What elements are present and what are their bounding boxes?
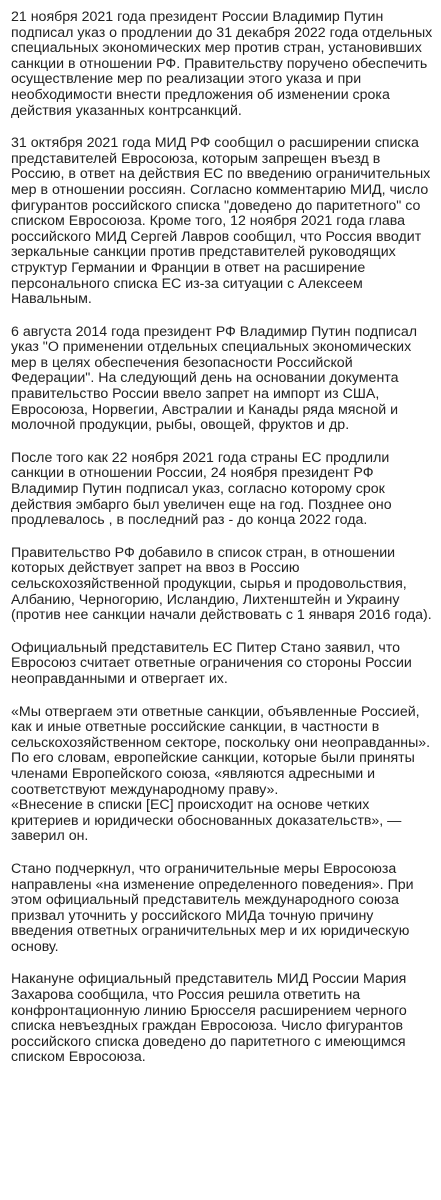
paragraph-quote: «Мы отвергаем эти ответные санкции, объявленные Россией, как и иные ответные российские санкции, в частности в сельскохозяйственном секторе, поскольку они неоправданны». По его словам, европейские санкции, которые были приняты членами Европейского союза, «являются адресными и соответствуют международному праву». «Внесение в списки [ЕС] происходит на основе четких критериев и юридически обоснованных доказательств», — заверил он. xyxy=(11,703,431,845)
paragraph-country-list: Правительство РФ добавило в список стран, в отношении которых действует запрет на ввоз в Россию сельскохозяйственной продукции, сырья и продовольствия, Албанию, Черногорию, Исландию, Лихтенштейн и Украину (против нее санкции начали действовать с 1 января 2016 года). xyxy=(11,544,432,624)
paragraph-entry-ban-list: 31 октября 2021 года МИД РФ сообщил о расширении списка представителей Евросоюза, которым запрещен въезд в Россию, в ответ на действия ЕС по введению ограничительных мер в отношении россиян. Согласно комментарию МИД, число фигурантов российского списка "доведено до паритетного" со списком Евросоюза. Кроме того, 12 ноября 2021 года глава российского МИД Сергей Лавров сообщил, что Россия вводит зеркальные санкции против представителей руководящих структур Германии и Франции в ответ на расширение персонального списка ЕС из-за ситуации с Алексеем Навальным. xyxy=(11,135,431,308)
paragraph-counter-sanctions-extension: 21 ноября 2021 года президент России Владимир Путин подписал указ о продлении до 31 декабря 2022 года отдельных специальных экономических мер против стран, установивших санкции в отношении РФ. Правительству поручено обеспечить осуществление мер по реализации этого указа и при необходимости внести предложения об изменении срока действия указанных контрсанкций. xyxy=(11,9,433,119)
paragraph-stano-statement: Официальный представитель ЕС Питер Стано заявил, что Евросоюз считает ответные ограничения со стороны России неоправданными и отвергает их. xyxy=(11,639,412,687)
paragraph-stano-emphasis: Стано подчеркнул, что ограничительные меры Евросоюза направлены «на изменение определенного поведения». При этом официальный представитель международного союза призвал уточнить у российского МИДа точную причину введения ответных ограничительных мер и их юридическую основу. xyxy=(11,860,414,955)
paragraph-embargo-prolonged: После того как 22 ноября 2021 года страны ЕС продлили санкции в отношении России, 24 ноября президент РФ Владимир Путин подписал указ, согласно которому срок действия эмбарго был увеличен еще на год. Позднее оно продлевалось , в последний раз - до конца 2022 года. xyxy=(11,449,392,529)
paragraph-zakharova: Накануне официальный представитель МИД России Мария Захарова сообщила, что Россия решила ответить на конфронтационную линию Брюсселя расширением черного списка невъездных граждан Евросоюза. Число фигурантов российского списка доведено до паритетного с имеющимся списком Евросоюза. xyxy=(11,971,407,1066)
paragraph-2014-decree: 6 августа 2014 года президент РФ Владимир Путин подписал указ "О применении отдельных специальных экономических мер в целях обеспечения безопасности Российской Федерации". На следующий день на основании документа правительство России ввело запрет на импорт из США, Евросоюза, Норвегии, Австралии и Канады ряда мясной и молочной продукции, рыбы, овощей, фруктов и др. xyxy=(11,323,417,434)
